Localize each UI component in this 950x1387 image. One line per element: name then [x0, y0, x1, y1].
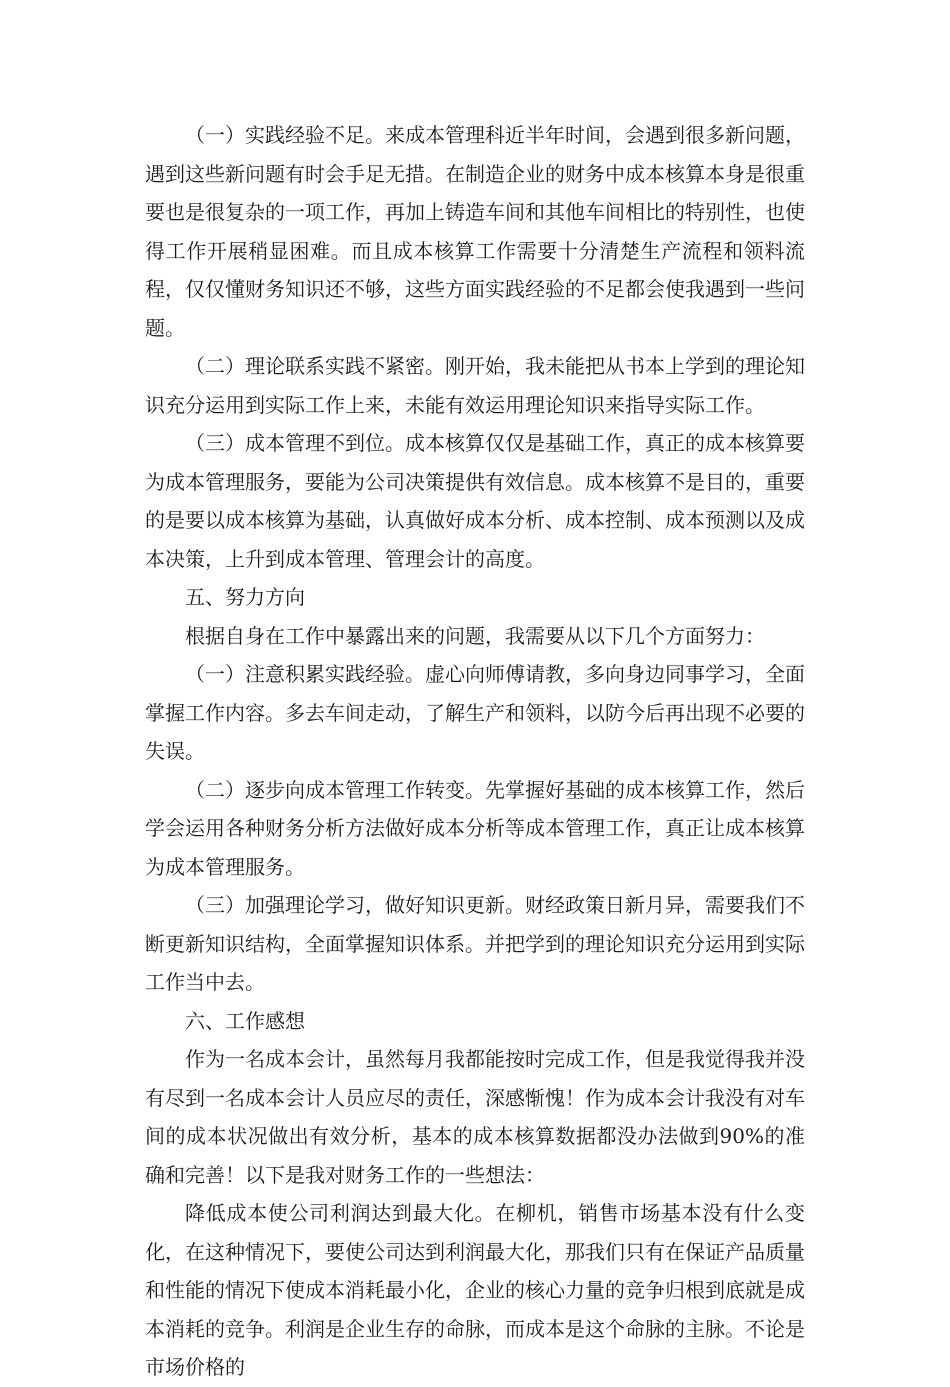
paragraph-cost-management: （三）成本管理不到位。成本核算仅仅是基础工作，真正的成本核算要为成本管理服务，要能为公司决策提供有效信息。成本核算不是目的，重要的是要以成本核算为基础，认真做好成本分析、成本控制、成本预测以及成本决策，上升到成本管理、管理会计的高度。 — [145, 431, 805, 571]
paragraph-reduce-cost: 降低成本使公司利润达到最大化。在柳机，销售市场基本没有什么变化，在这种情况下，要使公司达到利润最大化，那我们只有在保证产品质量和性能的情况下使成本消耗最小化，企业的核心力量的竞争归根到底就是成本消耗的竞争。利润是企业生存的命脉，而成本是这个命脉的主脉。不论是市场价格的 — [145, 1201, 805, 1379]
section-heading-reflections: 六、工作感想 — [185, 1008, 305, 1033]
paragraph-practice-experience: （一）实践经验不足。来成本管理科近半年时间，会遇到很多新问题，遇到这些新问题有时会手足无措。在制造企业的财务中成本核算本身是很重要也是很复杂的一项工作，再加上铸造车间和其他车间相比的特别性，也使得工作开展稍显困难。而且成本核算工作需要十分清楚生产流程和领料流程，仅仅懂财务知识还不够，这些方面实践经验的不足都会使我遇到一些问题。 — [145, 123, 805, 340]
paragraph-accumulate-experience: （一）注意积累实践经验。虚心向师傅请教，多向身边同事学习，全面掌握工作内容。多去车间走动，了解生产和领料，以防今后再出现不必要的失误。 — [145, 662, 805, 763]
paragraph-theory-practice: （二）理论联系实践不紧密。刚开始，我未能把从书本上学到的理论知识充分运用到实际工作上来，未能有效运用理论知识来指导实际工作。 — [145, 354, 805, 417]
document-body — [145, 116, 805, 1387]
paragraph-shift-to-management: （二）逐步向成本管理工作转变。先掌握好基础的成本核算工作，然后学会运用各种财务分析方法做好成本分析等成本管理工作，真正让成本核算为成本管理服务。 — [145, 777, 805, 879]
paragraph-cost-accountant: 作为一名成本会计，虽然每月我都能按时完成工作，但是我觉得我并没有尽到一名成本会计人员应尽的责任，深感惭愧！作为成本会计我没有对车间的成本状况做出有效分析，基本的成本核算数据都没办法做到90%的准确和完善！以下是我对财务工作的一些想法： — [145, 1047, 805, 1187]
paragraph-direction-intro: 根据自身在工作中暴露出来的问题，我需要从以下几个方面努力： — [185, 623, 765, 648]
section-heading-direction: 五、努力方向 — [185, 585, 305, 609]
paragraph-theory-learning: （三）加强理论学习，做好知识更新。财经政策日新月异，需要我们不断更新知识结构，全面掌握知识体系。并把学到的理论知识充分运用到实际工作当中去。 — [145, 893, 805, 994]
